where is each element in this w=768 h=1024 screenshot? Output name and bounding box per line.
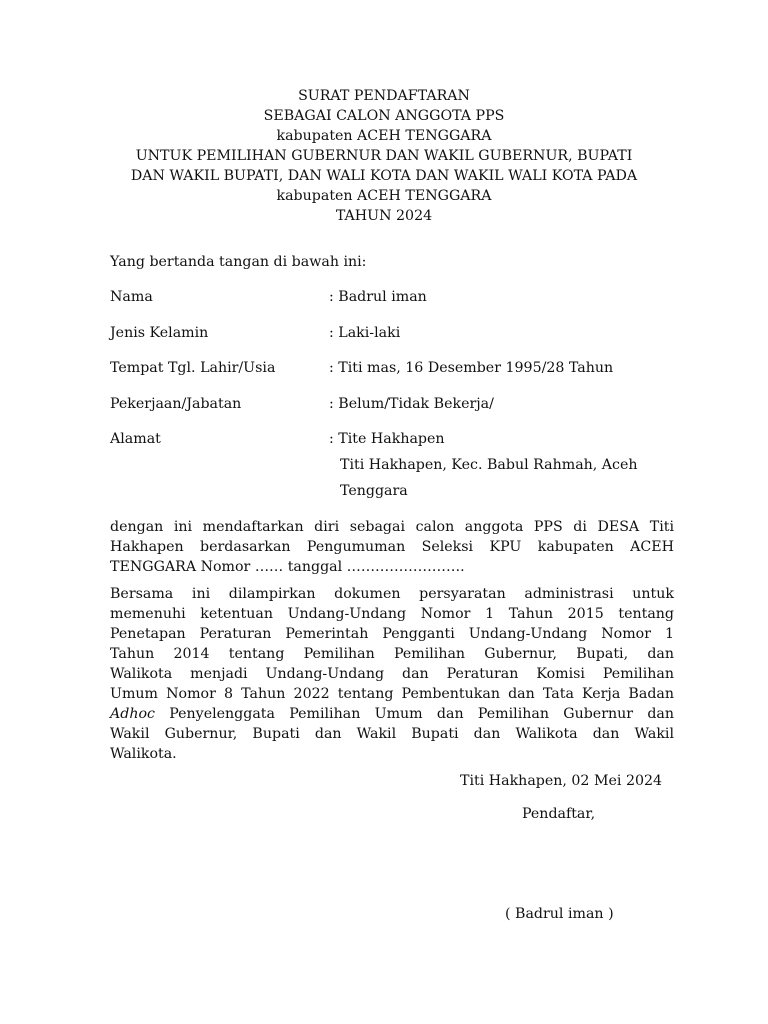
field-value: : Laki-laki — [329, 325, 401, 341]
signature-name: ( Badrul iman ) — [505, 906, 614, 922]
italic-word: Adhoc — [110, 706, 155, 722]
paragraph-line: Umum Nomor 8 Tahun 2022 tentang Pembentukan dan Tata Kerja Badan — [110, 686, 674, 702]
field-label: Tempat Tgl. Lahir/Usia — [110, 360, 276, 376]
field-label: Jenis Kelamin — [110, 325, 209, 341]
paragraph-line: Walikota menjadi Undang-Undang dan Peraturan Komisi Pemilihan — [110, 666, 674, 682]
title-line: TAHUN 2024 — [335, 208, 433, 224]
field-label: Alamat — [110, 431, 161, 447]
title-line: SURAT PENDAFTARAN — [298, 88, 470, 104]
line-rest: Penyelenggata Pemilihan Umum dan Pemilihan Gubernur dan — [154, 706, 674, 722]
address-line: Tenggara — [340, 483, 408, 499]
document-title — [90, 86, 678, 226]
intro-text: Yang bertanda tangan di bawah ini: — [110, 254, 367, 270]
field-value: : Badrul iman — [329, 289, 427, 305]
paragraph-line: Walikota. — [110, 746, 177, 762]
address-line: Titi Hakhapen, Kec. Babul Rahmah, Aceh — [340, 457, 638, 473]
field-label: Nama — [110, 289, 153, 305]
field-value: : Titi mas, 16 Desember 1995/28 Tahun — [329, 360, 614, 376]
title-line: UNTUK PEMILIHAN GUBERNUR DAN WAKIL GUBERNUR, BUPATI — [135, 148, 633, 164]
paragraph-line: Tahun 2014 tentang Pemilihan Pemilihan Gubernur, Bupati, dan — [110, 646, 674, 662]
paragraph-line: memenuhi ketentuan Undang-Undang Nomor 1 Tahun 2015 tentang — [110, 606, 674, 622]
paragraph-line: Bersama ini dilampirkan dokumen persyaratan administrasi untuk — [110, 586, 674, 602]
signature-role: Pendaftar, — [522, 806, 596, 822]
attachment-paragraph — [110, 584, 674, 764]
paragraph-line — [110, 704, 674, 724]
title-line: DAN WAKIL BUPATI, DAN WALI KOTA DAN WAKIL WALI KOTA PADA — [130, 168, 638, 184]
registration-paragraph — [110, 517, 674, 577]
paragraph-line: Wakil Gubernur, Bupati dan Wakil Bupati dan Walikota dan Wakil — [110, 726, 674, 742]
signature-place-date: Titi Hakhapen, 02 Mei 2024 — [460, 773, 663, 789]
field-label: Pekerjaan/Jabatan — [110, 396, 242, 412]
paragraph-line: TENGGARA Nomor …… tanggal ……………………. — [110, 559, 465, 575]
title-line: kabupaten ACEH TENGGARA — [276, 128, 492, 144]
paragraph-line: Hakhapen berdasarkan Pengumuman Seleksi KPU kabupaten ACEH — [110, 539, 674, 555]
field-value: : Tite Hakhapen — [329, 431, 445, 447]
field-value: : Belum/Tidak Bekerja/ — [329, 396, 494, 412]
title-line: kabupaten ACEH TENGGARA — [276, 188, 492, 204]
paragraph-line: dengan ini mendaftarkan diri sebagai calon anggota PPS di DESA Titi — [110, 519, 674, 535]
paragraph-line: Penetapan Peraturan Pemerintah Pengganti Undang-Undang Nomor 1 — [110, 626, 674, 642]
title-line: SEBAGAI CALON ANGGOTA PPS — [263, 108, 505, 124]
